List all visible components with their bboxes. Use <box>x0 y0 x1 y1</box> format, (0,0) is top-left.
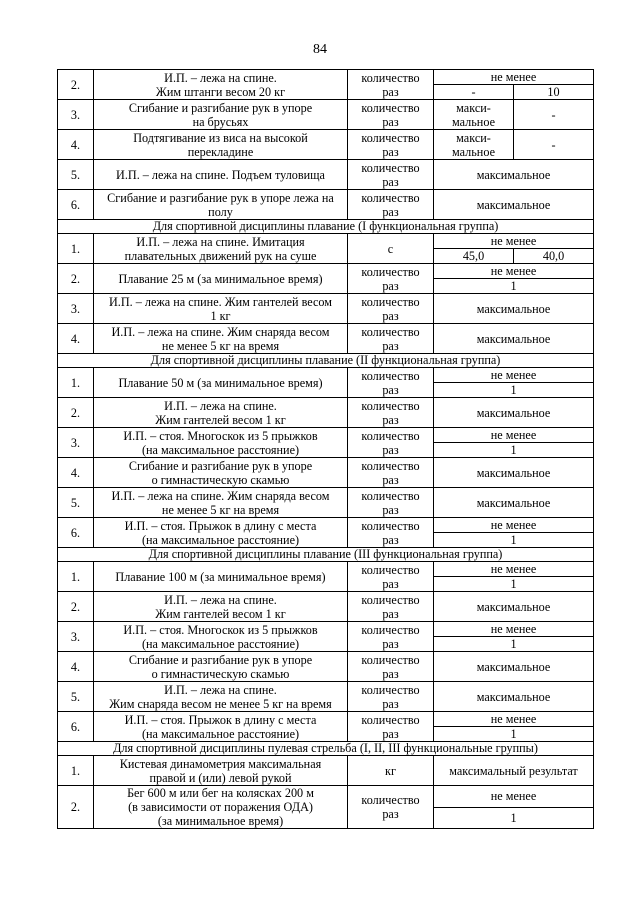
unit-of-measure: количество раз <box>348 622 434 652</box>
norm-value-2: - <box>514 130 594 160</box>
unit-of-measure: количество раз <box>348 428 434 458</box>
row-number: 2. <box>58 264 94 294</box>
exercise-name: Подтягивание из виса на высокой перекладине <box>94 130 348 160</box>
row-number: 3. <box>58 294 94 324</box>
page-number: 84 <box>313 42 327 57</box>
table-row <box>58 712 594 727</box>
unit-of-measure: количество раз <box>348 712 434 742</box>
unit-of-measure: количество раз <box>348 190 434 220</box>
row-number: 1. <box>58 234 94 264</box>
norm-header: не менее <box>434 786 594 808</box>
table-row <box>58 130 594 145</box>
exercise-name: И.П. – стоя. Прыжок в длину с места (на максимальное расстояние) <box>94 518 348 548</box>
norm-value: 1 <box>434 637 594 652</box>
exercise-name: Кистевая динамометрия максимальная правой и (или) левой рукой <box>94 756 348 786</box>
row-number: 3. <box>58 428 94 458</box>
row-number: 1. <box>58 368 94 398</box>
table-row <box>58 264 594 279</box>
unit-of-measure: с <box>348 234 434 264</box>
table-row <box>58 592 594 607</box>
unit-of-measure: количество раз <box>348 264 434 294</box>
row-number: 2. <box>58 786 94 829</box>
norm-value: 1 <box>434 727 594 742</box>
table-row <box>58 682 594 697</box>
exercise-name: Сгибание и разгибание рук в упоре на брусьях <box>94 100 348 130</box>
unit-of-measure: количество раз <box>348 294 434 324</box>
norm-value-2: - <box>514 100 594 130</box>
exercise-name: Сгибание и разгибание рук в упоре лежа на полу <box>94 190 348 220</box>
section-heading-row <box>58 354 594 368</box>
row-number: 2. <box>58 70 94 100</box>
norm-value-1: макси- мальное <box>434 100 514 130</box>
row-number: 4. <box>58 324 94 354</box>
table-row <box>58 622 594 637</box>
norm-header: не менее <box>434 428 594 443</box>
norm-value: максимальное <box>434 324 594 354</box>
exercise-name: И.П. – лежа на спине. Жим снаряда весом не менее 5 кг на время <box>94 682 348 712</box>
unit-of-measure: количество раз <box>348 398 434 428</box>
norm-value: 1 <box>434 279 594 294</box>
table-row <box>58 756 594 771</box>
row-number: 5. <box>58 160 94 190</box>
exercise-name: И.П. – стоя. Прыжок в длину с места (на максимальное расстояние) <box>94 712 348 742</box>
norm-value-2: 40,0 <box>514 249 594 264</box>
norm-value: максимальное <box>434 458 594 488</box>
norm-value: 1 <box>434 383 594 398</box>
norm-value-1: 45,0 <box>434 249 514 264</box>
exercise-name: Плавание 100 м (за минимальное время) <box>94 562 348 592</box>
table-row <box>58 458 594 473</box>
norm-value: максимальное <box>434 682 594 712</box>
table-row <box>58 488 594 503</box>
exercise-name: Плавание 50 м (за минимальное время) <box>94 368 348 398</box>
row-number: 4. <box>58 130 94 160</box>
table-row <box>58 294 594 309</box>
unit-of-measure: количество раз <box>348 488 434 518</box>
exercise-name: И.П. – лежа на спине. Жим снаряда весом не менее 5 кг на время <box>94 488 348 518</box>
norm-header: не менее <box>434 562 594 577</box>
table-row <box>58 428 594 443</box>
row-number: 6. <box>58 518 94 548</box>
table-row <box>58 190 594 205</box>
norm-value: максимальное <box>434 160 594 190</box>
unit-of-measure: количество раз <box>348 160 434 190</box>
unit-of-measure: количество раз <box>348 368 434 398</box>
unit-of-measure: кг <box>348 756 434 786</box>
norm-value-2: 10 <box>514 85 594 100</box>
norm-value: максимальное <box>434 398 594 428</box>
standards-table <box>57 69 594 829</box>
exercise-name: И.П. – лежа на спине. Жим гантелей весом 1 кг <box>94 592 348 622</box>
norm-value: максимальный результат <box>434 756 594 786</box>
row-number: 3. <box>58 100 94 130</box>
norm-header: не менее <box>434 70 594 85</box>
exercise-name: Сгибание и разгибание рук в упоре о гимнастическую скамью <box>94 652 348 682</box>
norm-header: не менее <box>434 622 594 637</box>
exercise-name: И.П. – лежа на спине. Жим гантелей весом 1 кг <box>94 398 348 428</box>
exercise-name: Плавание 25 м (за минимальное время) <box>94 264 348 294</box>
unit-of-measure: количество раз <box>348 70 434 100</box>
norm-value: максимальное <box>434 592 594 622</box>
section-heading: Для спортивной дисциплины пулевая стрельба (I, II, III функциональные группы) <box>58 742 594 756</box>
unit-of-measure: количество раз <box>348 652 434 682</box>
exercise-name: И.П. – стоя. Многоскок из 5 прыжков (на максимальное расстояние) <box>94 428 348 458</box>
row-number: 1. <box>58 756 94 786</box>
row-number: 4. <box>58 458 94 488</box>
norm-header: не менее <box>434 264 594 279</box>
row-number: 2. <box>58 398 94 428</box>
row-number: 6. <box>58 190 94 220</box>
unit-of-measure: количество раз <box>348 100 434 130</box>
row-number: 6. <box>58 712 94 742</box>
unit-of-measure: количество раз <box>348 518 434 548</box>
norm-header: не менее <box>434 712 594 727</box>
table-row <box>58 368 594 383</box>
exercise-name: И.П. – стоя. Многоскок из 5 прыжков (на максимальное расстояние) <box>94 622 348 652</box>
norm-value: максимальное <box>434 190 594 220</box>
unit-of-measure: количество раз <box>348 592 434 622</box>
section-heading-row <box>58 742 594 756</box>
norm-value: 1 <box>434 807 594 829</box>
table-row <box>58 70 594 85</box>
exercise-name: Сгибание и разгибание рук в упоре о гимнастическую скамью <box>94 458 348 488</box>
norm-value: 1 <box>434 577 594 592</box>
table-row <box>58 518 594 533</box>
unit-of-measure: количество раз <box>348 130 434 160</box>
section-heading: Для спортивной дисциплины плавание (III функциональная группа) <box>58 548 594 562</box>
table-row <box>58 786 594 808</box>
row-number: 1. <box>58 562 94 592</box>
table-row <box>58 160 594 175</box>
table-row <box>58 234 594 249</box>
norm-header: не менее <box>434 368 594 383</box>
unit-of-measure: количество раз <box>348 324 434 354</box>
exercise-name: И.П. – лежа на спине. Жим снаряда весом не менее 5 кг на время <box>94 324 348 354</box>
section-heading-row <box>58 220 594 234</box>
section-heading: Для спортивной дисциплины плавание (II функциональная группа) <box>58 354 594 368</box>
row-number: 3. <box>58 622 94 652</box>
table-row <box>58 398 594 413</box>
norm-value-1: макси- мальное <box>434 130 514 160</box>
unit-of-measure: количество раз <box>348 458 434 488</box>
table-row <box>58 324 594 339</box>
norm-header: не менее <box>434 234 594 249</box>
row-number: 5. <box>58 488 94 518</box>
section-heading-row <box>58 548 594 562</box>
norm-value: 1 <box>434 533 594 548</box>
norm-value: максимальное <box>434 294 594 324</box>
exercise-name: И.П. – лежа на спине. Жим штанги весом 20 кг <box>94 70 348 100</box>
norm-value: максимальное <box>434 652 594 682</box>
row-number: 4. <box>58 652 94 682</box>
exercise-name: И.П. – лежа на спине. Подъем туловища <box>94 160 348 190</box>
section-heading: Для спортивной дисциплины плавание (I функциональная группа) <box>58 220 594 234</box>
unit-of-measure: количество раз <box>348 682 434 712</box>
norm-header: не менее <box>434 518 594 533</box>
exercise-name: И.П. – лежа на спине. Жим гантелей весом 1 кг <box>94 294 348 324</box>
row-number: 2. <box>58 592 94 622</box>
norm-value-1: - <box>434 85 514 100</box>
table-row <box>58 562 594 577</box>
unit-of-measure: количество раз <box>348 562 434 592</box>
unit-of-measure: количество раз <box>348 786 434 829</box>
exercise-name: И.П. – лежа на спине. Имитация плавательных движений рук на суше <box>94 234 348 264</box>
norm-value: 1 <box>434 443 594 458</box>
exercise-name: Бег 600 м или бег на колясках 200 м (в зависимости от поражения ОДА) (за минимальное время) <box>94 786 348 829</box>
table-row <box>58 100 594 115</box>
row-number: 5. <box>58 682 94 712</box>
table-row <box>58 652 594 667</box>
norm-value: максимальное <box>434 488 594 518</box>
